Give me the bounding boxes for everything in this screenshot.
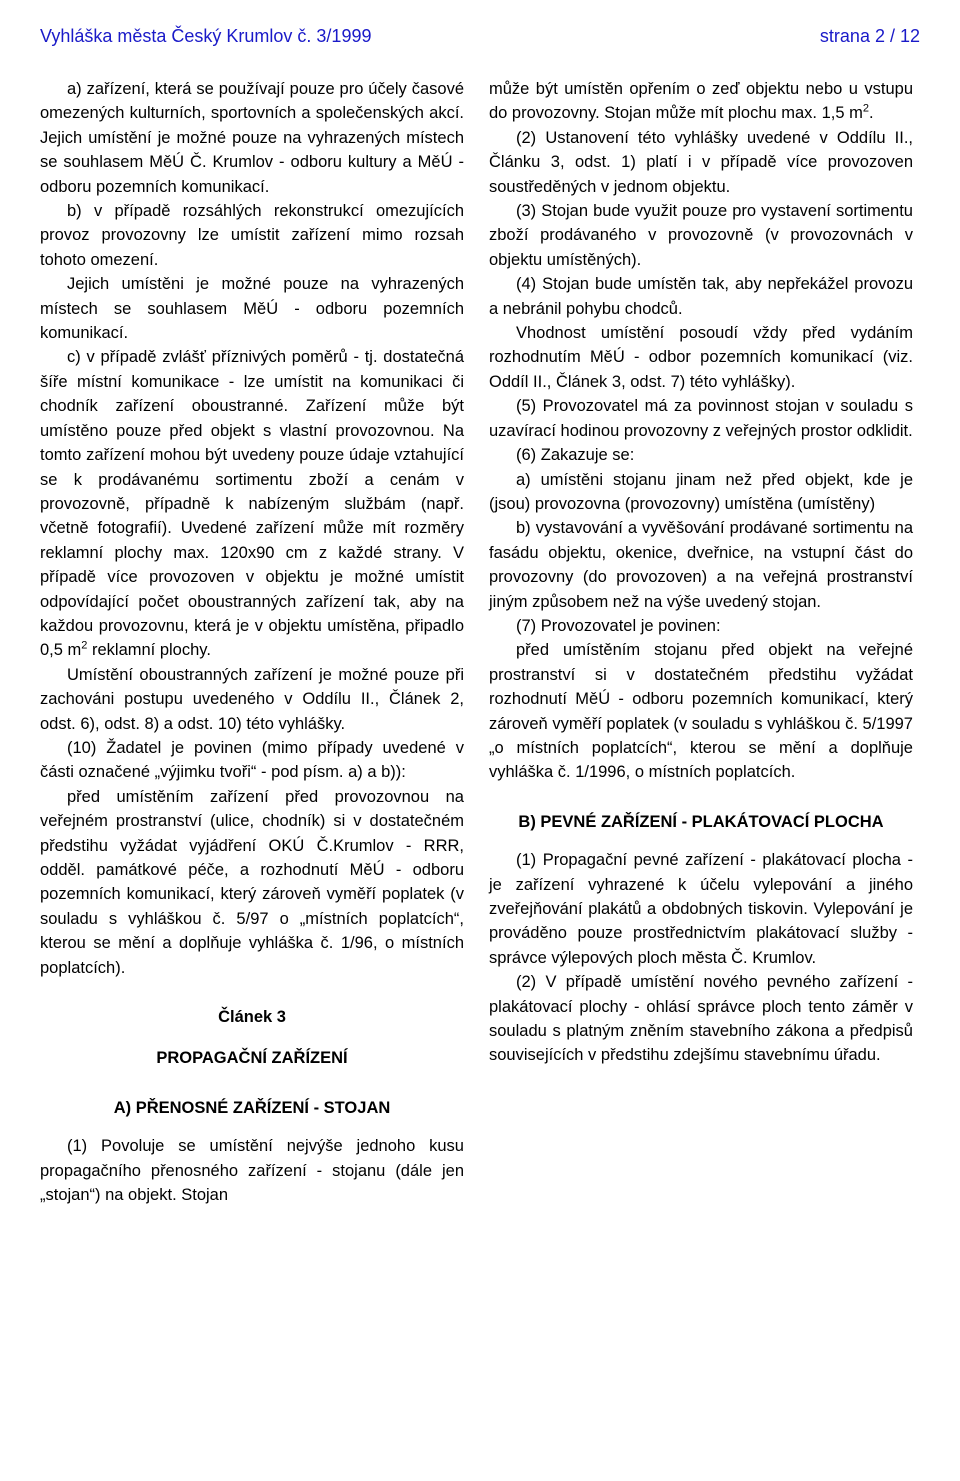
article-heading: Článek 3 xyxy=(218,1008,286,1027)
document-title: Vyhláška města Český Krumlov č. 3/1999 xyxy=(40,26,372,46)
article-title: PROPAGAČNÍ ZAŘÍZENÍ xyxy=(156,1049,348,1068)
paragraph-7-detail: před umístěním stojanu před objekt na veřejné prostranství si v dostatečném předstihu vyžádat rozhodnutí MěÚ - odboru pozemních komunikací, který zároveň vyměří poplatek (v souladu s vyhláškou č. 5/1997 „o místních poplatcích“, kterou se mění a doplňuje vyhláška č. 1/1996, o místních poplatcích. xyxy=(489,641,913,782)
paragraph-placement: Umístění oboustranných zařízení je možné pouze při zachováni postupu uvedeného v Oddílu II., Článek 2, odst. 6), odst. 8) a odst. 10) této vyhlášky. xyxy=(40,665,464,733)
paragraph-6b: b) vystavování a vyvěšování prodávané sortimentu na fasádu objektu, okenice, dveřnice, na vstupní část do provozovny (do provozoven) a na veřejná prostranství jiným způsobem než na výše uvedený stojan. xyxy=(489,519,913,611)
superscript: 2 xyxy=(862,102,869,115)
superscript: 2 xyxy=(81,639,88,652)
paragraph-b-note: Jejich umístěni je možné pouze na vyhrazených místech se souhlasem MěÚ - odboru pozemních komunikací. xyxy=(40,275,464,343)
section-b-heading: B) PEVNÉ ZAŘÍZENÍ - PLAKÁTOVACÍ PLOCHA xyxy=(518,812,884,831)
paragraph-5: (5) Provozovatel má za povinnost stojan v souladu s uzavírací hodinou provozovny z veřejných prostor odklidit. xyxy=(489,397,913,440)
section-b-paragraph-2: (2) V případě umístění nového pevného zařízení - plakátovací plochy - ohlásí správce ploch tento záměr v souladu s platným zněním stavebního zákona a předpisů souvisejících v předstihu zdejšímu stavebnímu úřadu. xyxy=(489,973,913,1065)
left-column xyxy=(40,77,464,1207)
paragraph-c-end: reklamní plochy. xyxy=(87,641,211,660)
paragraph-continued xyxy=(489,77,913,126)
paragraph-c-text: c) v případě zvlášť příznivých poměrů - tj. dostatečná šíře místní komunikace - lze umístit na komunikaci či chodník zařízení oboustranné. Zařízení může být umístěno pouze před objekt s vlastní provozovnou. Na tomto zařízení mohou být uvedeny pouze údaje vztahující se k prodávanému sortimentu zboží a cenám v provozovně, případně k nabízeným službám (např. včetně fotografií). Uvedené zařízení může mít rozměry reklamní plochy max. 120x90 cm z každé strany. V případě více provozoven v objektu je možné umístit odpovídající počet oboustranných zařízení tak, aby na každou provozovnu, která je v objektu umístěna, připadlo 0,5 m xyxy=(40,348,464,660)
page-header xyxy=(40,26,920,56)
paragraph-c xyxy=(40,345,464,662)
paragraph-6a: a) umístěni stojanu jinam než před objekt, kde je (jsou) provozovna (provozovny) umístěna (umístěny) xyxy=(489,470,913,513)
section-b-paragraph-1: (1) Propagační pevné zařízení - plakátovací plocha - je zařízení vyhrazené k účelu vylepování a jiného zveřejňování plakátů a obdobných tiskovin. Vylepování je prováděno pouze prostřednictvím plakátovací služby - správce výlepových ploch města Č. Krumlov. xyxy=(489,851,913,967)
page-number: strana 2 / 12 xyxy=(819,26,920,46)
paragraph-4-note: Vhodnost umístění posoudí vždy před vydáním rozhodnutím MěÚ - odbor pozemních komunikací (viz. Oddíl II., Článek 3, odst. 7) této vyhlášky). xyxy=(489,324,913,391)
paragraph-continued-end: . xyxy=(869,104,874,123)
section-a-paragraph-1: (1) Povoluje se umístění nejvýše jednoho kusu propagačního přenosného zařízení - stojanu (dále jen „stojan“) na objekt. Stojan xyxy=(40,1137,464,1205)
paragraph-b: b) v případě rozsáhlých rekonstrukcí omezujících provoz provozovny lze umístit zařízení mimo rozsah tohoto omezení. xyxy=(40,202,464,269)
right-column xyxy=(489,77,913,1068)
paragraph-10-detail: před umístěním zařízení před provozovnou na veřejném prostranství (ulice, chodník) si v dostatečném předstihu vyžádat vyjádření OKÚ Č.Krumlov - RRR, odděl. památkové péče, a rozhodnutí MěÚ - odboru pozemních komunikací, který zároveň vyměří poplatek (v souladu s vyhláškou č. 5/97 o „místních poplatcích“, kterou se mění a doplňuje vyhláška č. 1/96, o místních poplatcích). xyxy=(40,787,464,977)
paragraph-continued-text: může být umístěn opřením o zeď objektu nebo u vstupu do provozovny. Stojan může mít plochu max. 1,5 m xyxy=(489,80,913,123)
paragraph-6: (6) Zakazuje se: xyxy=(516,446,635,465)
paragraph-3: (3) Stojan bude využit pouze pro vystavení sortimentu zboží prodávaného v provozovně (v provozovnách v objektu umístěných). xyxy=(489,202,913,269)
section-a-heading: A) PŘENOSNÉ ZAŘÍZENÍ - STOJAN xyxy=(113,1098,391,1117)
paragraph-2: (2) Ustanovení této vyhlášky uvedené v Oddílu II., Článku 3, odst. 1) platí i v případě více provozoven soustředěných v jednom objektu. xyxy=(489,128,913,196)
paragraph-a: a) zařízení, která se používají pouze pro účely časové omezených kulturních, sportovních a společenských akcí. Jejich umístění je možné pouze na vyhrazených místech se souhlasem MěÚ Č. Krumlov - odboru kultury a MěÚ - odboru pozemních komunikací. xyxy=(40,80,464,196)
paragraph-10: (10) Žadatel je povinen (mimo případy uvedené v části označené „výjimku tvoři“ - pod písm. a) a b)): xyxy=(40,738,464,782)
paragraph-7: (7) Provozovatel je povinen: xyxy=(516,616,721,635)
paragraph-4: (4) Stojan bude umístěn tak, aby nepřekážel provozu a nebránil pohybu chodců. xyxy=(489,275,913,318)
